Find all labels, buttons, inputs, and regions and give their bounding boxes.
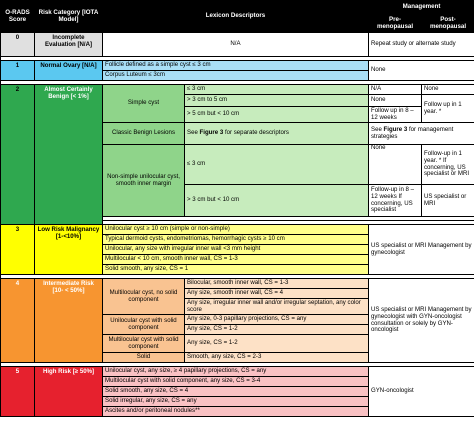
risk-3: Low Risk Malignancy [1-<10%] <box>35 225 103 275</box>
risk-0: Incomplete Evaluation [N/A] <box>35 33 103 57</box>
simple-cyst-size: ≤ 3 cm <box>185 85 369 95</box>
lexicon-4-row: Any size, 0-3 papillary projections, CS = any <box>185 315 369 325</box>
lexicon-1-row: Corpus Luteum ≤ 3cm <box>103 71 369 81</box>
lexicon-3-row: Typical dermoid cysts, endometriomas, hemorrhagic cysts ≥ 10 cm <box>103 235 369 245</box>
header-score: O-RADS Score <box>1 1 35 33</box>
mgmt-2-pre: N/A <box>369 85 422 95</box>
risk-1: Normal Ovary [N/A] <box>35 61 103 81</box>
lexicon-3-row: Unilocular, any size with irregular inner wall <3 mm height <box>103 245 369 255</box>
lexicon-4-row: Bilocular, smooth inner wall, CS = 1-3 <box>185 279 369 289</box>
mgmt-2-post: Follow-up in 1 year. * If concerning, US specialist or MRI <box>422 145 474 185</box>
simple-cyst-size: > 5 cm but < 10 cm <box>185 107 369 123</box>
header-risk: Risk Category [IOTA Model] <box>35 1 103 33</box>
lexicon-4-row: Any size, CS = 1-2 <box>185 335 369 353</box>
lexicon-5-row: Ascites and/or peritoneal nodules** <box>103 407 369 417</box>
mgmt-2-pre: Follow up in 8 – 12 weeks <box>369 107 422 123</box>
classic-benign-label: Classic Benign Lesions <box>103 123 185 145</box>
score-2: 2 <box>1 85 35 225</box>
mgmt-2-post: None <box>422 85 474 95</box>
risk-4: Intermediate Risk [10- < 50%] <box>35 279 103 363</box>
lexicon-5-row: Unilocular cyst, any size, ≥ 4 papillary projections, CS = any <box>103 367 369 377</box>
risk-5: High Risk [≥ 50%] <box>35 367 103 417</box>
score-0: 0 <box>1 33 35 57</box>
classic-benign-mgmt: See Figure 3 for management strategies <box>369 123 474 145</box>
score-4: 4 <box>1 279 35 363</box>
lexicon-3-row: Solid smooth, any size, CS = 1 <box>103 265 369 275</box>
header-management: Management <box>369 1 474 15</box>
header-premenopausal: Pre-menopausal <box>369 15 422 33</box>
lexicon-4-row: Any size, irregular inner wall and/or irregular septation, any color score <box>185 299 369 315</box>
simple-cyst-size: > 3 cm to 5 cm <box>185 95 369 107</box>
score-3: 3 <box>1 225 35 275</box>
mgmt-4: US specialist or MRI Management by gynecologist with GYN-oncologist consultation or solely by GYN-oncologist <box>369 279 474 363</box>
mgmt-3: US specialist or MRI Management by gynecologist <box>369 225 474 275</box>
unilocular-solid-label: Unilocular cyst with solid component <box>103 315 185 335</box>
mgmt-2-pre: None <box>369 145 422 185</box>
risk-2: Almost Certainly Benign [< 1%] <box>35 85 103 225</box>
lexicon-4-row: Any size, smooth inner wall, CS = 4 <box>185 289 369 299</box>
lexicon-1-row: Follicle defined as a simple cyst ≤ 3 cm <box>103 61 369 71</box>
lexicon-3-row: Unilocular cyst ≥ 10 cm (simple or non-simple) <box>103 225 369 235</box>
mgmt-2-post: Follow up in 1 year. * <box>422 95 474 123</box>
lexicon-5-row: Multilocular cyst with solid component, any size, CS = 3-4 <box>103 377 369 387</box>
nonsimple-cyst-label: Non-simple unilocular cyst, smooth inner margin <box>103 145 185 217</box>
mgmt-2-pre: Follow-up in 8 – 12 weeks If concerning, US specialist <box>369 185 422 217</box>
mgmt-2-pre: None <box>369 95 422 107</box>
lexicon-0: N/A <box>103 33 369 57</box>
lexicon-4-row: Smooth, any size, CS = 2-3 <box>185 353 369 363</box>
multilocular-solid-label: Multilocular cyst with solid component <box>103 335 185 353</box>
solid-label: Solid <box>103 353 185 363</box>
classic-benign-desc: See Figure 3 for separate descriptors <box>185 123 369 145</box>
lexicon-3-row: Multilocular < 10 cm, smooth inner wall, CS = 1-3 <box>103 255 369 265</box>
mgmt-5: GYN-oncologist <box>369 367 474 417</box>
score-5: 5 <box>1 367 35 417</box>
score-1: 1 <box>1 61 35 81</box>
mgmt-0: Repeat study or alternate study <box>369 33 474 57</box>
header-lexicon: Lexicon Descriptors <box>103 1 369 33</box>
lexicon-5-row: Solid smooth, any size, CS = 4 <box>103 387 369 397</box>
simple-cyst-label: Simple cyst <box>103 85 185 123</box>
multilocular-no-solid-label: Multilocular cyst, no solid component <box>103 279 185 315</box>
nonsimple-cyst-size: ≤ 3 cm <box>185 145 369 185</box>
lexicon-4-row: Any size, CS = 1-2 <box>185 325 369 335</box>
lexicon-5-row: Solid irregular, any size, CS = any <box>103 397 369 407</box>
header-postmenopausal: Post-menopausal <box>422 15 474 33</box>
nonsimple-cyst-size: > 3 cm but < 10 cm <box>185 185 369 217</box>
mgmt-1: None <box>369 61 474 81</box>
mgmt-2-post: US specialist or MRI <box>422 185 474 217</box>
